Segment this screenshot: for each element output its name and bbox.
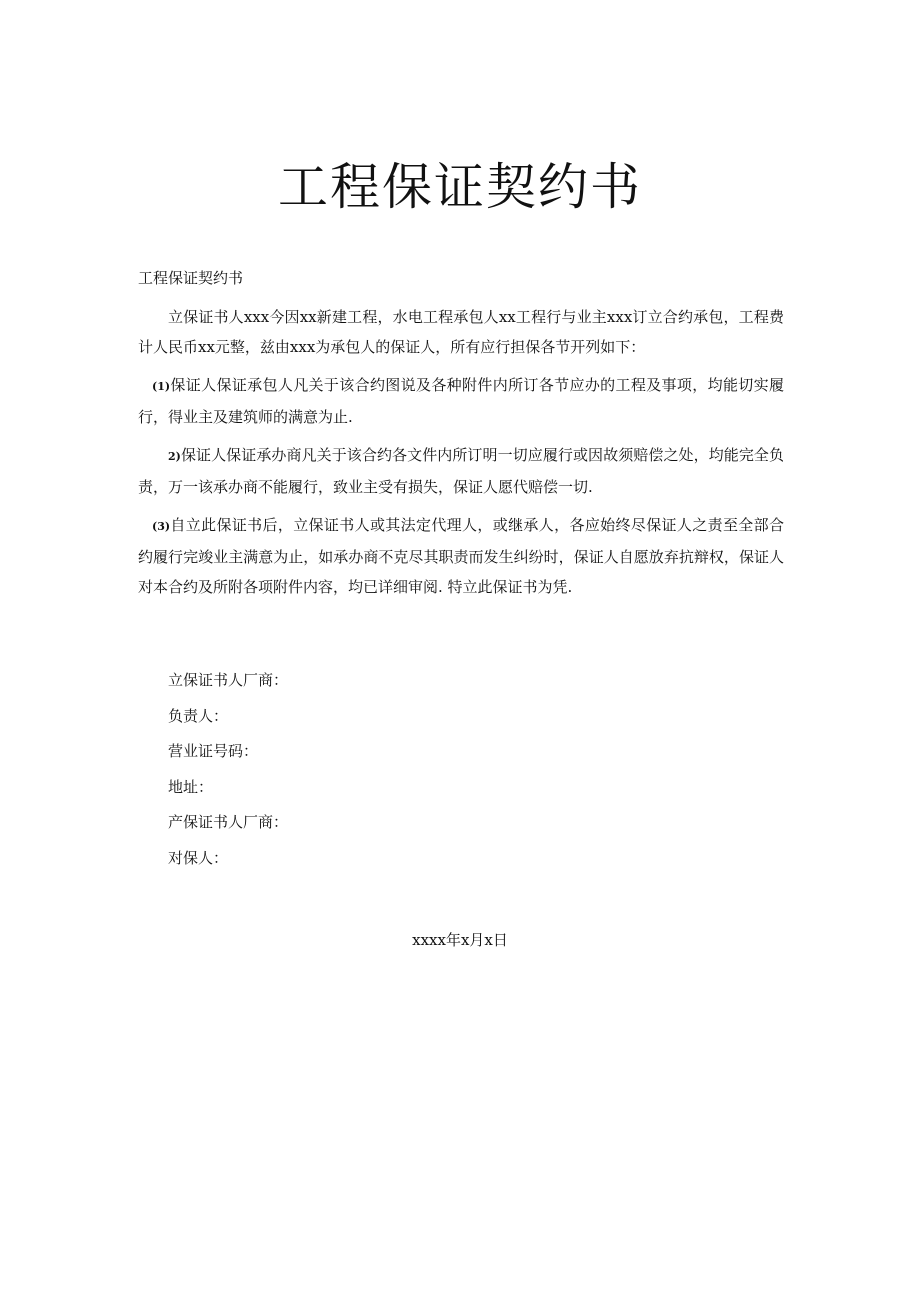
clause-1	[138, 370, 784, 432]
clause-text: 自立此保证书后，立保证书人或其法定代理人，或继承人，各应始终尽保证人之责至全部合约履行完竣业主满意为止，如承办商不克尽其职责而发生纠纷时，保证人自愿放弃抗辩权，保证人对本合约及所附各项附件内容，均已详细审阅. 特立此保证书为凭.	[138, 516, 784, 596]
document-date: xxxx年x月x日	[412, 931, 508, 949]
document-title: 工程保证契约书	[278, 157, 642, 216]
clause-2	[138, 440, 784, 502]
signature-second-firm: 产保证书人厂商：	[168, 813, 289, 831]
signature-address: 地址：	[168, 777, 214, 796]
signature-block	[168, 666, 288, 879]
clause-number: 2)	[168, 450, 181, 463]
clause-3	[138, 510, 784, 602]
signature-guarantor-firm: 立保证书人厂商：	[168, 671, 289, 689]
document-subtitle: 工程保证契约书	[138, 269, 244, 287]
clause-text: 保证人保证承包人凡关于该合约图说及各种附件内所订各节应办的工程及事项，均能切实履行，得业主及建筑师的满意为止.	[138, 376, 784, 426]
clause-number: (1)	[152, 380, 171, 393]
document-body	[138, 302, 784, 610]
signature-responsible-person: 负责人：	[168, 706, 229, 725]
clause-text: 保证人保证承办商凡关于该合约各文件内所订明一切应履行或因故须赔偿之处，均能完全负责，万一该承办商不能履行，致业主受有损失，保证人愿代赔偿一切.	[138, 446, 784, 496]
signature-business-license: 营业证号码：	[168, 742, 259, 760]
clause-number: (3)	[152, 520, 171, 533]
intro-paragraph: 立保证书人xxx今因xx新建工程，水电工程承包人xx工程行与业主xxx订立合约承包，工程费计人民币xx元整，兹由xxx为承包人的保证人，所有应行担保各节开列如下：	[138, 308, 784, 356]
signature-verifier: 对保人：	[168, 848, 229, 867]
